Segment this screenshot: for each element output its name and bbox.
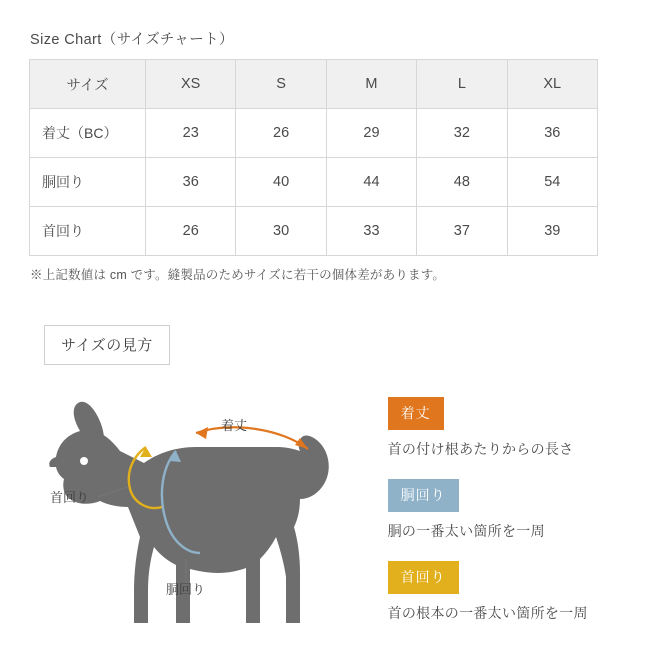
table-cell: 44 bbox=[326, 158, 416, 207]
table-cell: 39 bbox=[507, 207, 597, 256]
legend-badge: 首回り bbox=[388, 561, 459, 594]
howto-section bbox=[28, 325, 622, 647]
legend-description: 首の根本の一番太い箇所を一周 bbox=[387, 605, 588, 621]
table-cell: 54 bbox=[507, 158, 597, 207]
table-cell: 26 bbox=[236, 109, 326, 158]
table-header-cell: XS bbox=[146, 60, 236, 109]
table-header-cell: XL bbox=[507, 60, 597, 109]
legend-badge: 着丈 bbox=[388, 397, 444, 430]
measurement-note: ※上記数値は cm です。縫製品のためサイズに若干の個体差があります。 bbox=[30, 268, 446, 282]
legend-description: 首の付け根あたりからの長さ bbox=[387, 441, 574, 457]
table-cell: 33 bbox=[326, 207, 416, 256]
dog-diagram bbox=[36, 387, 374, 647]
table-row-label: 着丈（BC） bbox=[30, 109, 146, 158]
legend-area bbox=[388, 387, 622, 647]
table-cell: 48 bbox=[417, 158, 507, 207]
diagram-label-chest: 胴回り bbox=[166, 582, 206, 597]
table-cell: 36 bbox=[507, 109, 597, 158]
table-cell: 37 bbox=[417, 207, 507, 256]
legend-item-chest bbox=[388, 479, 622, 541]
legend-description: 胴の一番太い箇所を一周 bbox=[387, 523, 545, 539]
table-cell: 26 bbox=[146, 207, 236, 256]
diagram-row bbox=[28, 387, 622, 647]
table-row bbox=[30, 158, 598, 207]
diagram-label-length: 着丈 bbox=[221, 418, 248, 433]
table-cell: 29 bbox=[326, 109, 416, 158]
table-cell: 32 bbox=[417, 109, 507, 158]
table-cell: 30 bbox=[236, 207, 326, 256]
length-arrow-head-left bbox=[196, 427, 208, 439]
table-row bbox=[30, 207, 598, 256]
table-row bbox=[30, 109, 598, 158]
length-measure-arrow bbox=[196, 427, 308, 449]
table-cell: 40 bbox=[236, 158, 326, 207]
table-cell: 23 bbox=[146, 109, 236, 158]
legend-item-length bbox=[388, 397, 622, 459]
howto-title: サイズの見方 bbox=[44, 325, 170, 365]
table-cell: 36 bbox=[146, 158, 236, 207]
dog-eye bbox=[80, 457, 88, 465]
table-header-cell: サイズ bbox=[30, 60, 146, 109]
table-header-cell: L bbox=[417, 60, 507, 109]
table-row-label: 胴回り bbox=[30, 158, 146, 207]
table-header-row bbox=[30, 60, 598, 109]
legend-badge: 胴回り bbox=[388, 479, 459, 512]
size-table bbox=[29, 59, 598, 256]
table-row-label: 首回り bbox=[30, 207, 146, 256]
diagram-label-neck: 首回り bbox=[50, 490, 90, 505]
dog-illustration bbox=[36, 387, 396, 647]
legend-item-neck bbox=[388, 561, 622, 623]
table-header-cell: M bbox=[326, 60, 416, 109]
table-header-cell: S bbox=[236, 60, 326, 109]
table-body bbox=[30, 109, 598, 256]
table-header bbox=[30, 60, 598, 109]
page-title: Size Chart（サイズチャート） bbox=[30, 32, 234, 48]
